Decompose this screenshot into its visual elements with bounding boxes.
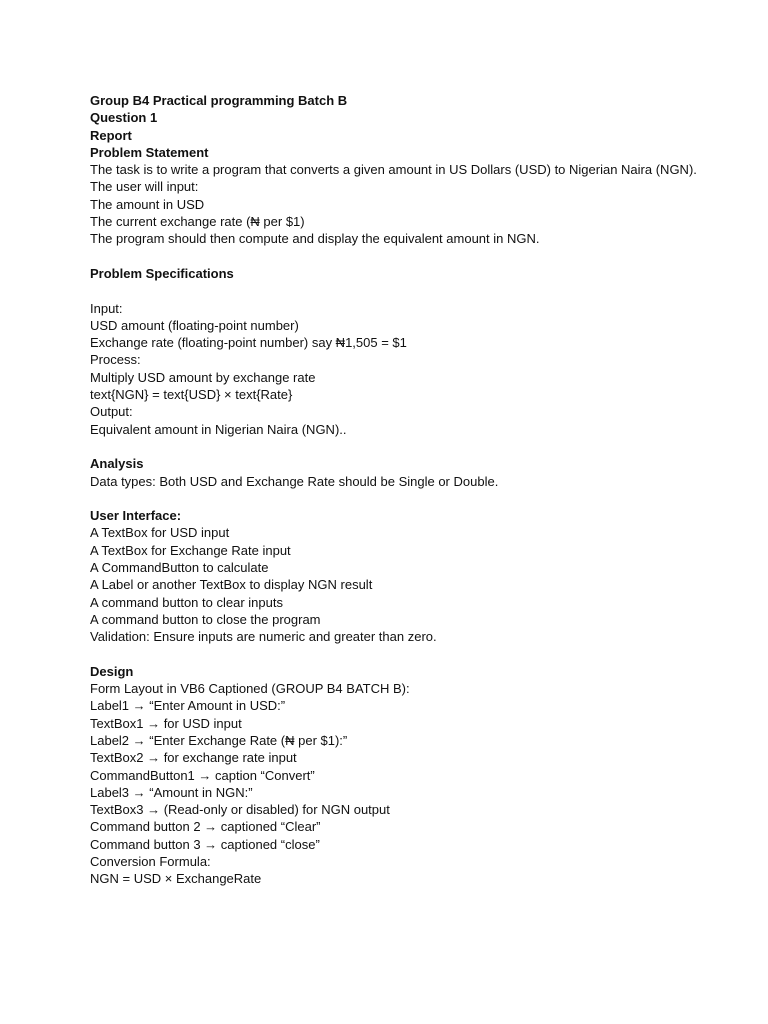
problem-statement-heading: Problem Statement: [90, 144, 209, 160]
user-interface-line: A Label or another TextBox to display NGN result: [90, 577, 373, 593]
spacer: [90, 282, 730, 299]
user-interface-line: Validation: Ensure inputs are numeric and greater than zero.: [90, 629, 437, 645]
specification-line: Exchange rate (floating-point number) say ₦1,505 = $1: [90, 335, 407, 351]
design-line: TextBox2 → for exchange rate input: [90, 750, 297, 766]
user-interface-line: A TextBox for USD input: [90, 525, 230, 541]
design-line: Command button 2 → captioned “Clear”: [90, 819, 321, 835]
user-interface-line: A command button to close the program: [90, 611, 321, 627]
problem-statement-line: The user will input:: [90, 179, 199, 195]
specification-line: Output:: [90, 404, 133, 420]
problem-statement-line: The task is to write a program that converts a given amount in US Dollars (USD) to Nigerian Naira (NGN).: [90, 162, 697, 178]
user-interface-line: A command button to clear inputs: [90, 594, 283, 610]
design-line: CommandButton1 → caption “Convert”: [90, 767, 315, 783]
specification-line: text{NGN} = text{USD} × text{Rate}: [90, 387, 293, 403]
user-interface-line: A CommandButton to calculate: [90, 560, 269, 576]
analysis-line: Data types: Both USD and Exchange Rate should be Single or Double.: [90, 473, 499, 489]
design-line: NGN = USD × ExchangeRate: [90, 871, 262, 887]
spacer: [90, 438, 730, 455]
spacer: [90, 248, 730, 265]
design-line: Label3 → “Amount in NGN:”: [90, 784, 253, 800]
user-interface-line: A TextBox for Exchange Rate input: [90, 542, 291, 558]
design-line: Label2 → “Enter Exchange Rate (₦ per $1):”: [90, 732, 348, 748]
user-interface-heading: User Interface:: [90, 508, 182, 524]
spacer: [90, 490, 730, 507]
question-label: Question 1: [90, 110, 158, 126]
document-title: Group B4 Practical programming Batch B: [90, 93, 348, 108]
problem-statement-line: The amount in USD: [90, 196, 205, 212]
design-line: Conversion Formula:: [90, 854, 211, 870]
analysis-heading: Analysis: [90, 456, 144, 472]
spacer: [90, 646, 730, 663]
problem-statement-line: The program should then compute and display the equivalent amount in NGN.: [90, 231, 540, 247]
design-line: Command button 3 → captioned “close”: [90, 836, 320, 852]
report-label: Report: [90, 127, 132, 143]
document-page: [90, 92, 730, 888]
design-line: TextBox3 → (Read-only or disabled) for NGN output: [90, 802, 390, 818]
design-line: Label1 → “Enter Amount in USD:”: [90, 698, 286, 714]
specification-line: Multiply USD amount by exchange rate: [90, 369, 316, 385]
specification-line: Input:: [90, 300, 123, 316]
specification-line: USD amount (floating-point number): [90, 317, 299, 333]
specification-line: Process:: [90, 352, 141, 368]
specification-line: Equivalent amount in Nigerian Naira (NGN)..: [90, 421, 347, 437]
problem-statement-line: The current exchange rate (₦ per $1): [90, 214, 305, 230]
problem-specifications-heading: Problem Specifications: [90, 265, 234, 281]
design-line: TextBox1 → for USD input: [90, 715, 242, 731]
design-line: Form Layout in VB6 Captioned (GROUP B4 BATCH B):: [90, 681, 410, 697]
design-heading: Design: [90, 663, 134, 679]
